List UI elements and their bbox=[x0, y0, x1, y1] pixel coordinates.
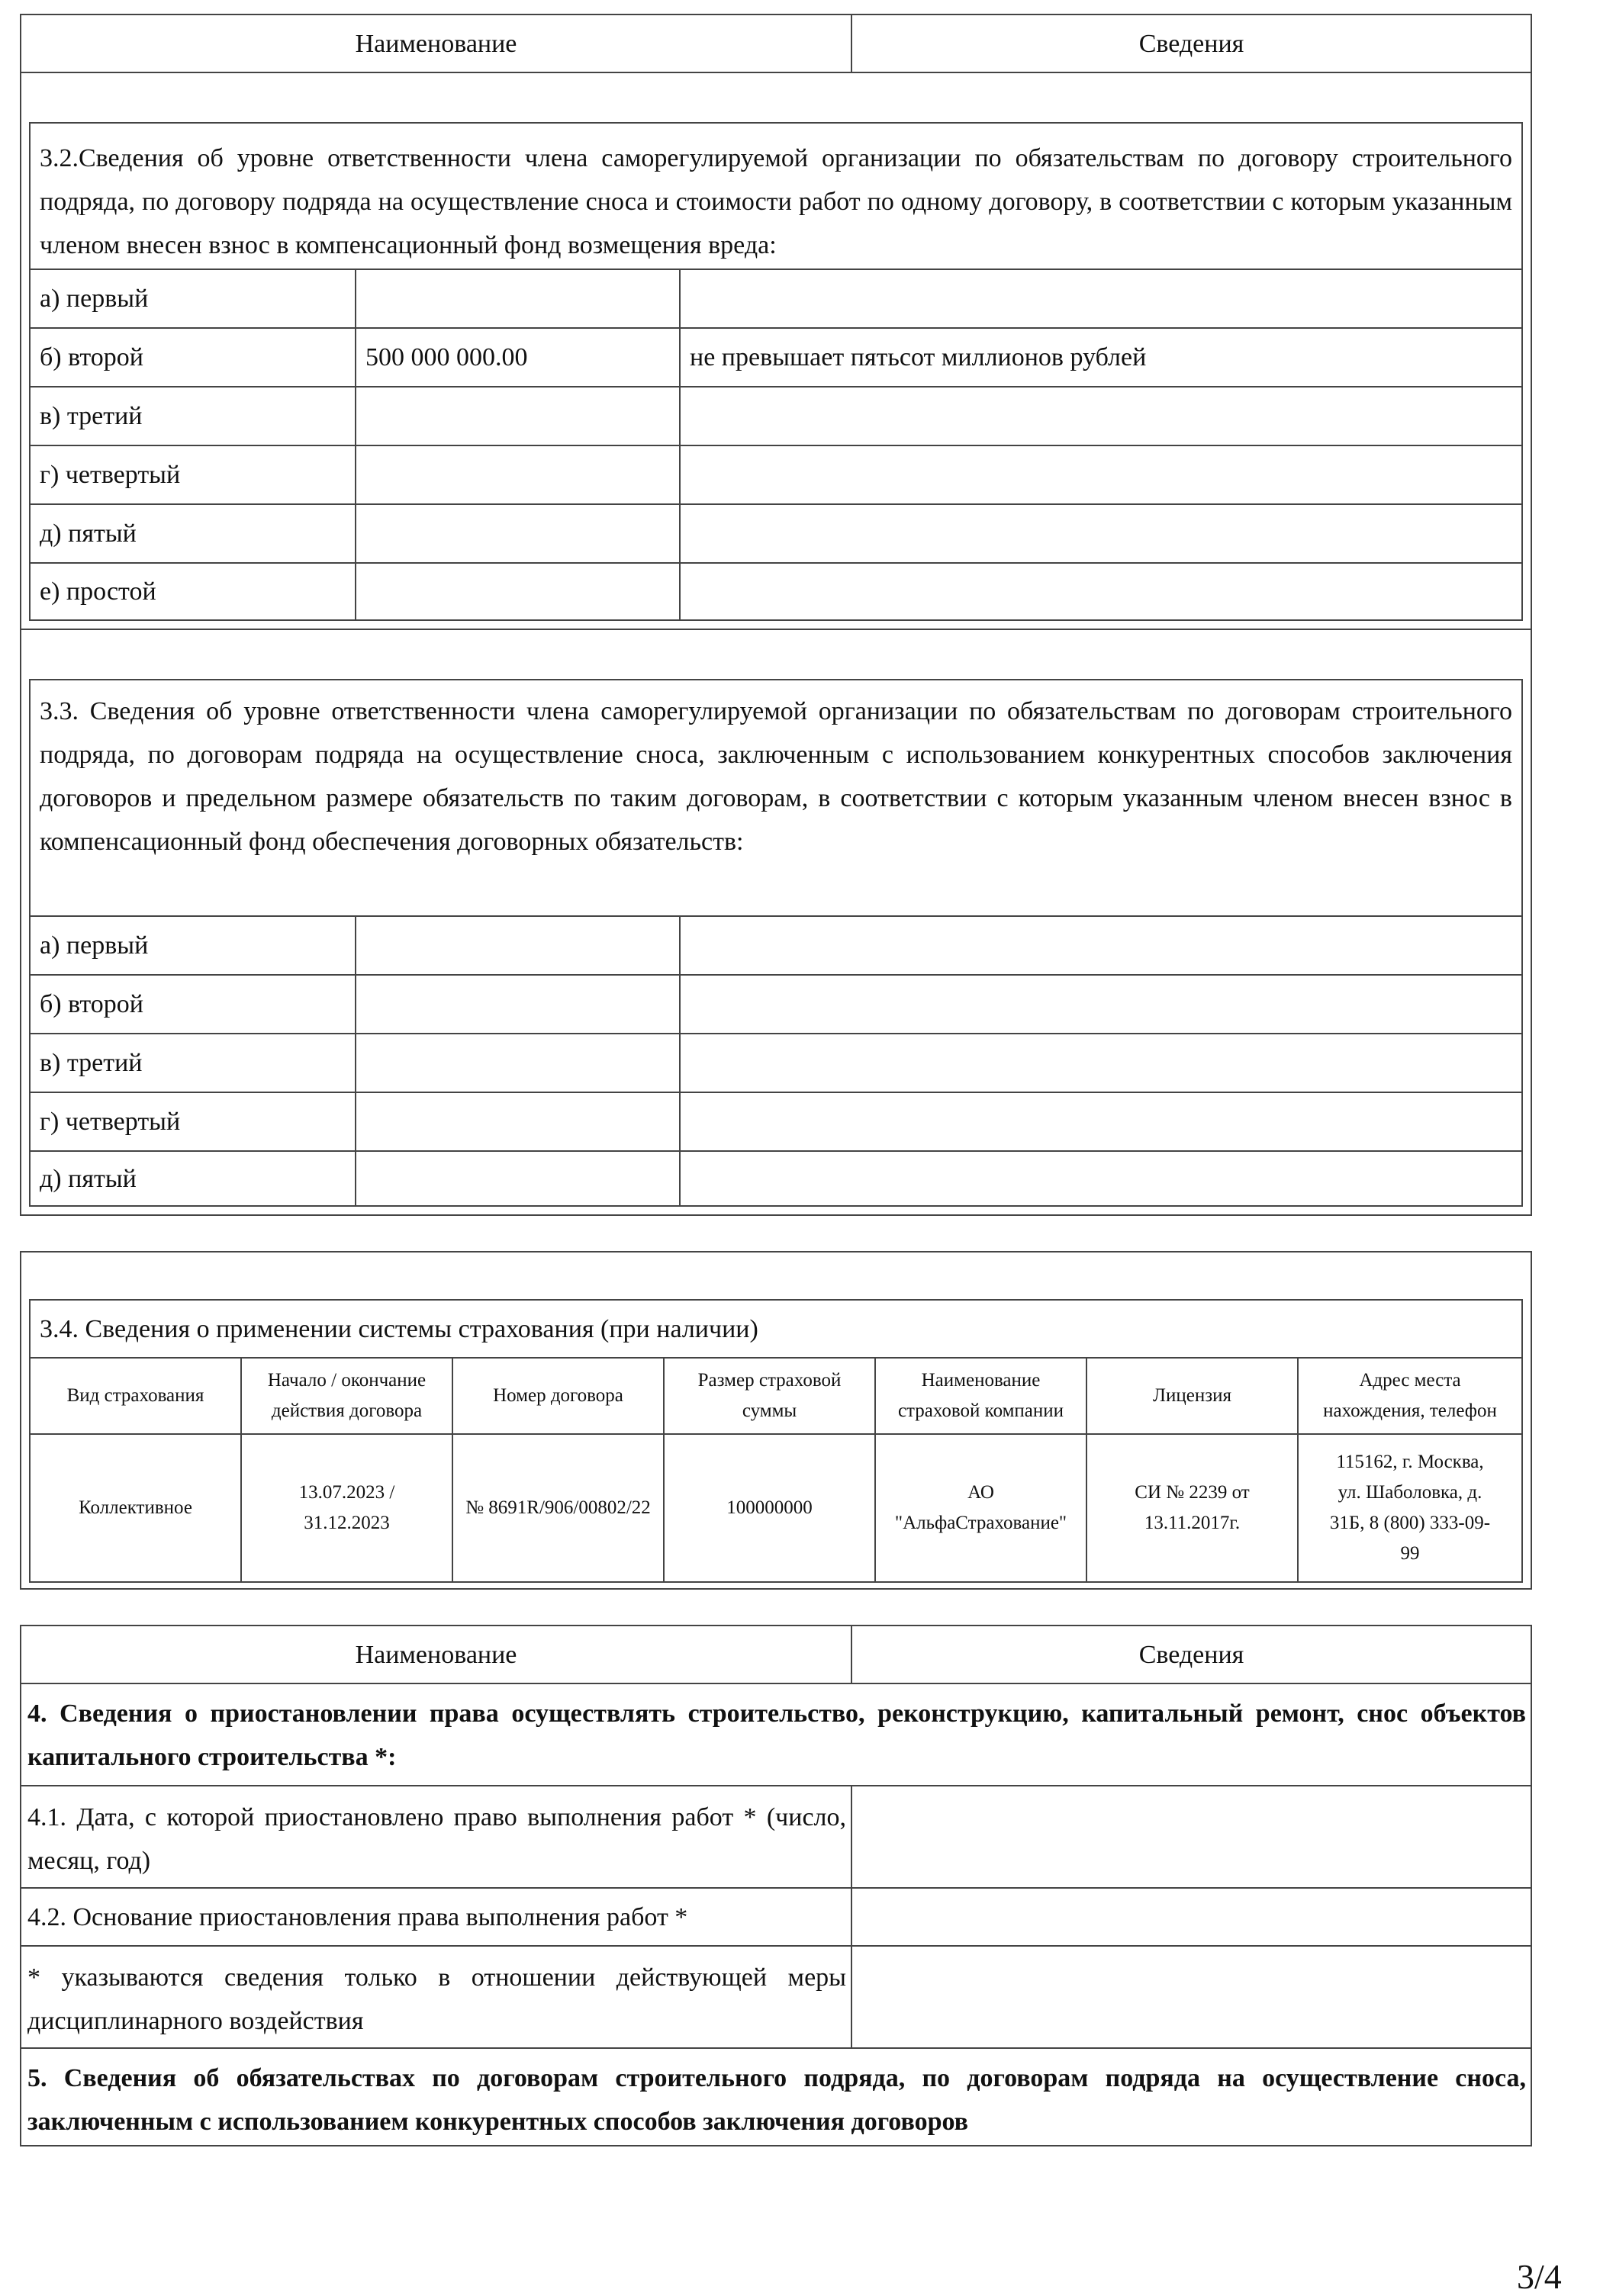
column-header-license: Лицензия bbox=[1086, 1357, 1299, 1435]
header-name-cell bbox=[20, 1625, 852, 1684]
table-row-level: г) четвертый bbox=[29, 445, 356, 505]
table-row-level: а) первый bbox=[29, 915, 356, 976]
table-row-amount bbox=[355, 445, 681, 505]
header-name-label: Наименование bbox=[355, 29, 517, 58]
insurance-sum-value: 100000000 bbox=[663, 1433, 876, 1583]
header-name-cell bbox=[20, 14, 852, 73]
header-info-label: Сведения bbox=[1138, 29, 1244, 58]
table-row-amount bbox=[355, 915, 681, 976]
table-row-description bbox=[679, 974, 1523, 1034]
table-row-amount bbox=[355, 503, 681, 564]
item-4-1-value bbox=[851, 1785, 1532, 1889]
table-row-description bbox=[679, 386, 1523, 446]
table-row-description bbox=[679, 445, 1523, 505]
table-row-level: в) третий bbox=[29, 386, 356, 446]
table-row-amount bbox=[355, 1092, 681, 1152]
table-row-description bbox=[679, 915, 1523, 976]
column-header-address: Адрес места нахождения, телефон bbox=[1297, 1357, 1523, 1435]
note-value bbox=[851, 1945, 1532, 2049]
table-row-amount bbox=[355, 1033, 681, 1093]
divider bbox=[20, 629, 1532, 630]
header-info-cell bbox=[851, 1625, 1532, 1684]
section-5-title: 5. Сведения об обязательствах по договорам строительного подряда, по договорам подряда на осуществление сноса, заключенным с использованием конкурентных способов заключения договоров bbox=[20, 2047, 1532, 2146]
table-row-description bbox=[679, 1092, 1523, 1152]
table-row-description bbox=[679, 1033, 1523, 1093]
section-3-4-title: 3.4. Сведения о применении системы страхования (при наличии) bbox=[29, 1299, 1523, 1359]
table-row-level: б) второй bbox=[29, 327, 356, 387]
table-row-level: г) четвертый bbox=[29, 1092, 356, 1152]
column-header-type: Вид страхования bbox=[29, 1357, 242, 1435]
section-3-2-title: 3.2.Сведения об уровне ответственности члена саморегулируемой организации по обязательствам по договору строительного подряда, по договору подряда на осуществление сноса и стоимости работ по одному договору, в соответствии с которым указанным членом внесен взнос в компенсационный фонд возмещения вреда: bbox=[29, 122, 1523, 270]
table-row-level: д) пятый bbox=[29, 1150, 356, 1207]
item-4-2-value bbox=[851, 1887, 1532, 1947]
table-row-amount: 500 000 000.00 bbox=[355, 327, 681, 387]
insurance-license-value: СИ № 2239 от 13.11.2017г. bbox=[1086, 1433, 1299, 1583]
table-row-level: д) пятый bbox=[29, 503, 356, 564]
insurance-company-value: АО "АльфаСтрахование" bbox=[874, 1433, 1087, 1583]
insurance-type-value: Коллективное bbox=[29, 1433, 242, 1583]
table-row-amount bbox=[355, 269, 681, 329]
section-4-title: 4. Сведения о приостановлении права осуществлять строительство, реконструкцию, капитальный ремонт, снос объектов капитального строительства *: bbox=[20, 1683, 1532, 1786]
insurance-number-value: № 8691R/906/00802/22 bbox=[452, 1433, 665, 1583]
table-row-amount bbox=[355, 1150, 681, 1207]
header-name-label: Наименование bbox=[355, 1640, 517, 1669]
column-header-company: Наименование страховой компании bbox=[874, 1357, 1087, 1435]
table-row-level: в) третий bbox=[29, 1033, 356, 1093]
header-info-label: Сведения bbox=[1138, 1640, 1244, 1669]
section-3-3-title: 3.3. Сведения об уровне ответственности члена саморегулируемой организации по обязательствам по договорам строительного подряда, по договорам подряда на осуществление сноса, заключенным с использованием конкурентных способов заключения договоров и предельном размере обязательств по таким договорам, в соответствии с которым указанным членом внесен взнос в компенсационный фонд обеспечения договорных обязательств: bbox=[29, 679, 1523, 917]
table-row-level: б) второй bbox=[29, 974, 356, 1034]
insurance-address-value: 115162, г. Москва, ул. Шаболовка, д. 31Б, 8 (800) 333-09-99 bbox=[1297, 1433, 1523, 1583]
item-4-2-label: 4.2. Основание приостановления права выполнения работ * bbox=[20, 1887, 852, 1947]
table-row-level: а) первый bbox=[29, 269, 356, 329]
table-row-amount bbox=[355, 974, 681, 1034]
page-number: 3/4 bbox=[1517, 2257, 1562, 2296]
table-row-description bbox=[679, 562, 1523, 621]
column-header-sum: Размер страховой суммы bbox=[663, 1357, 876, 1435]
insurance-period-value: 13.07.2023 / 31.12.2023 bbox=[240, 1433, 453, 1583]
item-4-1-label: 4.1. Дата, с которой приостановлено право выполнения работ * (число, месяц, год) bbox=[20, 1785, 852, 1889]
table-row-description bbox=[679, 503, 1523, 564]
table-row-level: е) простой bbox=[29, 562, 356, 621]
table-row-amount bbox=[355, 386, 681, 446]
table-row-amount bbox=[355, 562, 681, 621]
table-row-description: не превышает пятьсот миллионов рублей bbox=[679, 327, 1523, 387]
table-row-description bbox=[679, 1150, 1523, 1207]
column-header-period: Начало / окончание действия договора bbox=[240, 1357, 453, 1435]
table-row-description bbox=[679, 269, 1523, 329]
note-label: * указываются сведения только в отношении действующей меры дисциплинарного воздействия bbox=[20, 1945, 852, 2049]
column-header-number: Номер договора bbox=[452, 1357, 665, 1435]
header-info-cell bbox=[851, 14, 1532, 73]
